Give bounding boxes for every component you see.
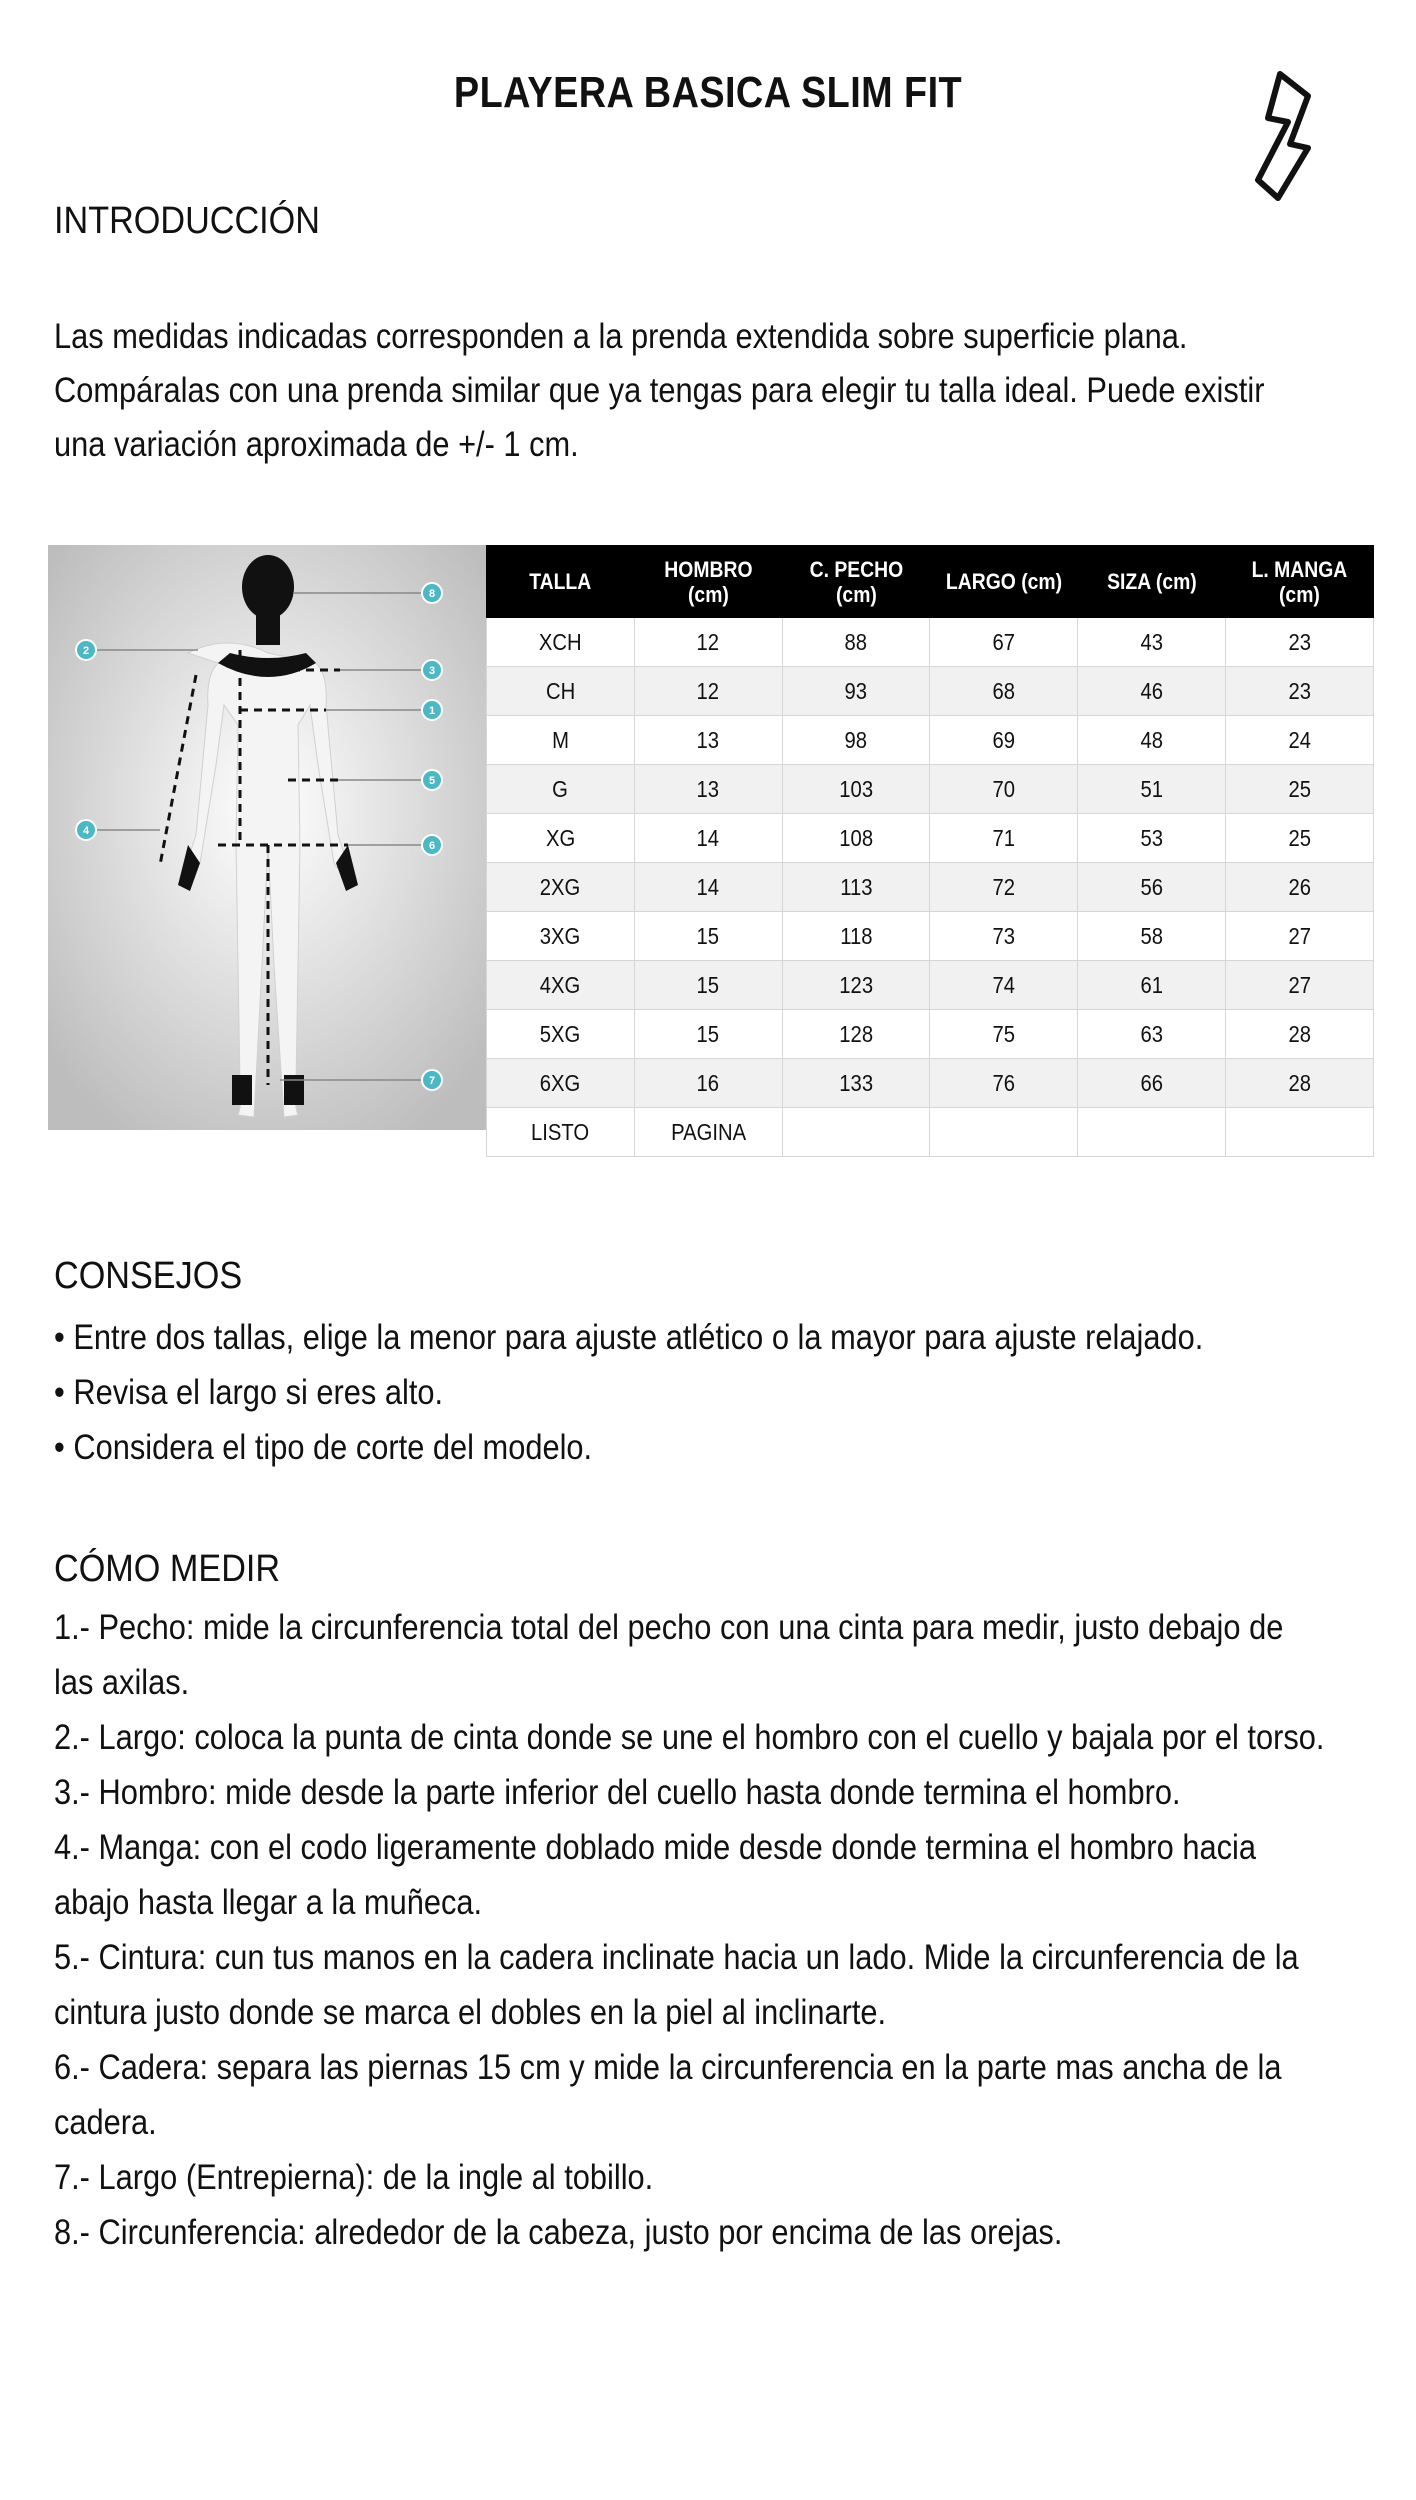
table-cell: G — [487, 765, 635, 814]
instruction-line: 7.- Largo (Entrepierna): de la ingle al tobillo. — [54, 2158, 654, 2197]
table-cell: 53 — [1078, 814, 1226, 863]
table-row — [487, 912, 1374, 961]
table-cell: 71 — [930, 814, 1078, 863]
table-cell: 113 — [782, 863, 930, 912]
column-header: L. MANGA (cm) — [1226, 546, 1374, 618]
instruction-line: 1.- Pecho: mide la circunferencia total del pecho con una cinta para medir, justo debajo de — [54, 1608, 1284, 1647]
table-cell: 108 — [782, 814, 930, 863]
table-row — [487, 814, 1374, 863]
table-cell: CH — [487, 667, 635, 716]
marker-4-label: 4 — [82, 825, 90, 837]
table-cell: 2XG — [487, 863, 635, 912]
table-row — [487, 1010, 1374, 1059]
table-cell: 103 — [782, 765, 930, 814]
marker-7-label: 7 — [428, 1075, 436, 1087]
instruction-line: abajo hasta llegar a la muñeca. — [54, 1883, 483, 1922]
consejos-heading: CONSEJOS — [54, 1255, 243, 1297]
table-cell: 13 — [634, 765, 782, 814]
table-cell: 43 — [1078, 618, 1226, 667]
table-cell: 12 — [634, 667, 782, 716]
column-header: C. PECHO (cm) — [782, 546, 930, 618]
table-row — [487, 863, 1374, 912]
table-cell: 27 — [1226, 912, 1374, 961]
table-cell: PAGINA — [634, 1108, 782, 1157]
table-cell: 88 — [782, 618, 930, 667]
table-cell: 56 — [1078, 863, 1226, 912]
instruction-line: las axilas. — [54, 1663, 190, 1702]
table-cell: 68 — [930, 667, 1078, 716]
table-row — [487, 716, 1374, 765]
table-cell: 61 — [1078, 961, 1226, 1010]
instruction-line: 2.- Largo: coloca la punta de cinta donde se une el hombro con el cuello y bajala por el torso. — [54, 1718, 1325, 1757]
table-cell: 15 — [634, 1010, 782, 1059]
marker-1-label: 1 — [428, 705, 436, 717]
table-cell — [782, 1108, 930, 1157]
table-cell: 3XG — [487, 912, 635, 961]
table-cell: 98 — [782, 716, 930, 765]
table-cell: 58 — [1078, 912, 1226, 961]
table-cell: 6XG — [487, 1059, 635, 1108]
table-cell: 73 — [930, 912, 1078, 961]
table-row — [487, 667, 1374, 716]
intro-heading: INTRODUCCIÓN — [54, 200, 320, 242]
table-cell: M — [487, 716, 635, 765]
table-cell: 25 — [1226, 765, 1374, 814]
table-cell: 69 — [930, 716, 1078, 765]
table-cell: 23 — [1226, 618, 1374, 667]
table-cell: 23 — [1226, 667, 1374, 716]
table-cell: 26 — [1226, 863, 1374, 912]
table-cell: 46 — [1078, 667, 1226, 716]
instruction-line: cadera. — [54, 2103, 157, 2142]
table-cell: 93 — [782, 667, 930, 716]
table-cell: 66 — [1078, 1059, 1226, 1108]
page-title: PLAYERA BASICA SLIM FIT — [453, 68, 963, 117]
column-header: SIZA (cm) — [1078, 546, 1226, 618]
table-cell: 118 — [782, 912, 930, 961]
como-medir-heading: CÓMO MEDIR — [54, 1548, 281, 1590]
table-cell — [1078, 1108, 1226, 1157]
table-cell: 27 — [1226, 961, 1374, 1010]
column-header: TALLA — [487, 546, 635, 618]
table-row — [487, 961, 1374, 1010]
table-cell: 51 — [1078, 765, 1226, 814]
table-cell: 76 — [930, 1059, 1078, 1108]
table-cell: 128 — [782, 1010, 930, 1059]
table-cell: 5XG — [487, 1010, 635, 1059]
consejo-item: • Revisa el largo si eres alto. — [54, 1373, 444, 1412]
table-cell: 4XG — [487, 961, 635, 1010]
consejo-item: • Entre dos tallas, elige la menor para ajuste atlético o la mayor para ajuste relajado. — [54, 1318, 1204, 1357]
marker-8-label: 8 — [428, 588, 436, 600]
table-cell: 67 — [930, 618, 1078, 667]
table-cell: XG — [487, 814, 635, 863]
instruction-line: 3.- Hombro: mide desde la parte inferior del cuello hasta donde termina el hombro. — [54, 1773, 1181, 1812]
table-cell: 15 — [634, 961, 782, 1010]
table-cell: 14 — [634, 863, 782, 912]
table-cell: 13 — [634, 716, 782, 765]
table-cell: 123 — [782, 961, 930, 1010]
table-row — [487, 1108, 1374, 1157]
instruction-line: 8.- Circunferencia: alrededor de la cabeza, justo por encima de las orejas. — [54, 2213, 1063, 2252]
column-header: HOMBRO (cm) — [634, 546, 782, 618]
table-cell: 28 — [1226, 1010, 1374, 1059]
marker-3-label: 3 — [428, 665, 436, 677]
como-medir-list — [54, 1600, 1324, 2260]
marker-2-label: 2 — [82, 645, 90, 657]
table-cell: 14 — [634, 814, 782, 863]
table-cell: 70 — [930, 765, 1078, 814]
table-cell — [930, 1108, 1078, 1157]
table-cell: 72 — [930, 863, 1078, 912]
table-cell: 12 — [634, 618, 782, 667]
table-cell: 24 — [1226, 716, 1374, 765]
instruction-line: 6.- Cadera: separa las piernas 15 cm y mide la circunferencia en la parte mas ancha de la — [54, 2048, 1282, 2087]
marker-6-label: 6 — [428, 840, 436, 852]
table-cell: 28 — [1226, 1059, 1374, 1108]
intro-text: Las medidas indicadas corresponden a la prenda extendida sobre superficie plana. Compáralas con una prenda similar que ya tengas para elegir tu talla ideal. Puede existir una variación aproximada de +/- 1 cm. — [54, 317, 1265, 464]
table-cell: 75 — [930, 1010, 1078, 1059]
table-cell: LISTO — [487, 1108, 635, 1157]
table-cell: 74 — [930, 961, 1078, 1010]
table-cell: 16 — [634, 1059, 782, 1108]
table-cell — [1226, 1108, 1374, 1157]
table-cell: 25 — [1226, 814, 1374, 863]
consejo-item: • Considera el tipo de corte del modelo. — [54, 1428, 593, 1467]
table-cell: 15 — [634, 912, 782, 961]
measurement-figure — [48, 545, 486, 1130]
table-cell: 133 — [782, 1059, 930, 1108]
size-table-header-row — [487, 546, 1374, 618]
size-table — [486, 545, 1374, 1157]
lightning-bolt-icon — [1238, 68, 1318, 208]
instruction-line: cintura justo donde se marca el dobles en la piel al inclinarte. — [54, 1993, 887, 2032]
instruction-line: 4.- Manga: con el codo ligeramente doblado mide desde donde termina el hombro hacia — [54, 1828, 1256, 1867]
consejos-list — [54, 1310, 1203, 1475]
column-header: LARGO (cm) — [930, 546, 1078, 618]
table-row — [487, 765, 1374, 814]
table-row — [487, 618, 1374, 667]
instruction-line: 5.- Cintura: cun tus manos en la cadera inclinate hacia un lado. Mide la circunferencia de la — [54, 1938, 1299, 1977]
table-cell: 48 — [1078, 716, 1226, 765]
marker-5-label: 5 — [428, 775, 436, 787]
table-cell: 63 — [1078, 1010, 1226, 1059]
table-row — [487, 1059, 1374, 1108]
table-cell: XCH — [487, 618, 635, 667]
